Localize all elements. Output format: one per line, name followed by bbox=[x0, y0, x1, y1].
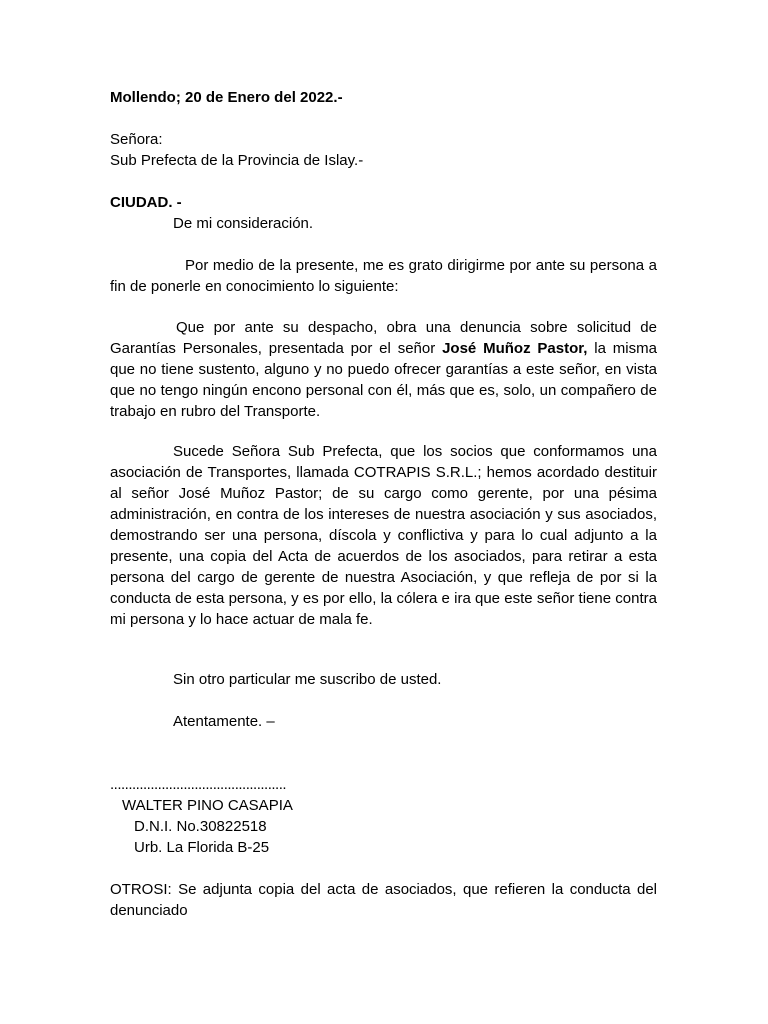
otrosi-text bbox=[110, 879, 657, 921]
date-line: Mollendo; 20 de Enero del 2022.- bbox=[110, 89, 343, 106]
paragraph-2-part-a: Que por ante su despacho, obra una denuncia sobre solicitud de Garantías Personales, presentada por el señor bbox=[110, 319, 657, 357]
signature-dots: ................................................ bbox=[110, 776, 287, 793]
otrosi-body: Se adjunta copia del acta de asociados, que refieren la conducta del denunciado bbox=[110, 881, 657, 919]
paragraph-2 bbox=[110, 317, 657, 422]
signer-name: WALTER PINO CASAPIA bbox=[122, 797, 293, 814]
salutation: Señora: bbox=[110, 131, 163, 148]
signer-dni bbox=[134, 816, 267, 837]
addressee: Sub Prefecta de la Provincia de Islay.- bbox=[110, 152, 364, 169]
otrosi-note bbox=[110, 879, 657, 921]
paragraph-3 bbox=[110, 441, 657, 630]
city-line: CIUDAD. - bbox=[110, 194, 182, 211]
closing-line-1: Sin otro particular me suscribo de usted. bbox=[173, 671, 442, 688]
signer-address: Urb. La Florida B-25 bbox=[134, 839, 270, 856]
paragraph-3-text: Sucede Señora Sub Prefecta, que los socios que conformamos una asociación de Transportes, llamada COTRAPIS S.R.L.; hemos acordado destituir al señor José Muñoz Pastor; de su cargo como gerente, por una pésima administración, en contra de los intereses de nuestra asociación y sus asociados, demostrando ser una persona, díscola y conflictiva y para lo cual adjunto a la presente, una copia del Acta de acuerdos de los asociados, para retirar a esta persona del cargo de gerente de nuestra Asociación, y que refleja de por si la conducta de esta persona, y es por ello, la cólera e ira que este señor tiene contra mi persona y lo hace actuar de mala fe. bbox=[110, 443, 657, 628]
paragraph-2-part-b: la misma que no tiene sustento, alguno y no puedo ofrecer garantías a este señor, en vista que no tengo ningún encono personal con él, más que es, solo, un compañero de trabajo en rubro del Transporte. bbox=[110, 340, 657, 420]
paragraph-1-text: Por medio de la presente, me es grato dirigirme por ante su persona a fin de ponerle en conocimiento lo siguiente: bbox=[110, 257, 657, 295]
otrosi-label: OTROSI: bbox=[110, 881, 172, 898]
paragraph-2-text bbox=[110, 317, 657, 422]
consideration-line: De mi consideración. bbox=[173, 215, 314, 232]
denounced-name: José Muñoz Pastor, bbox=[442, 340, 588, 357]
dni-number: 30822518 bbox=[199, 818, 267, 835]
dni-label: D.N.I. No. bbox=[134, 818, 200, 835]
closing-line-2: Atentamente. – bbox=[173, 713, 275, 730]
paragraph-1 bbox=[110, 255, 657, 297]
